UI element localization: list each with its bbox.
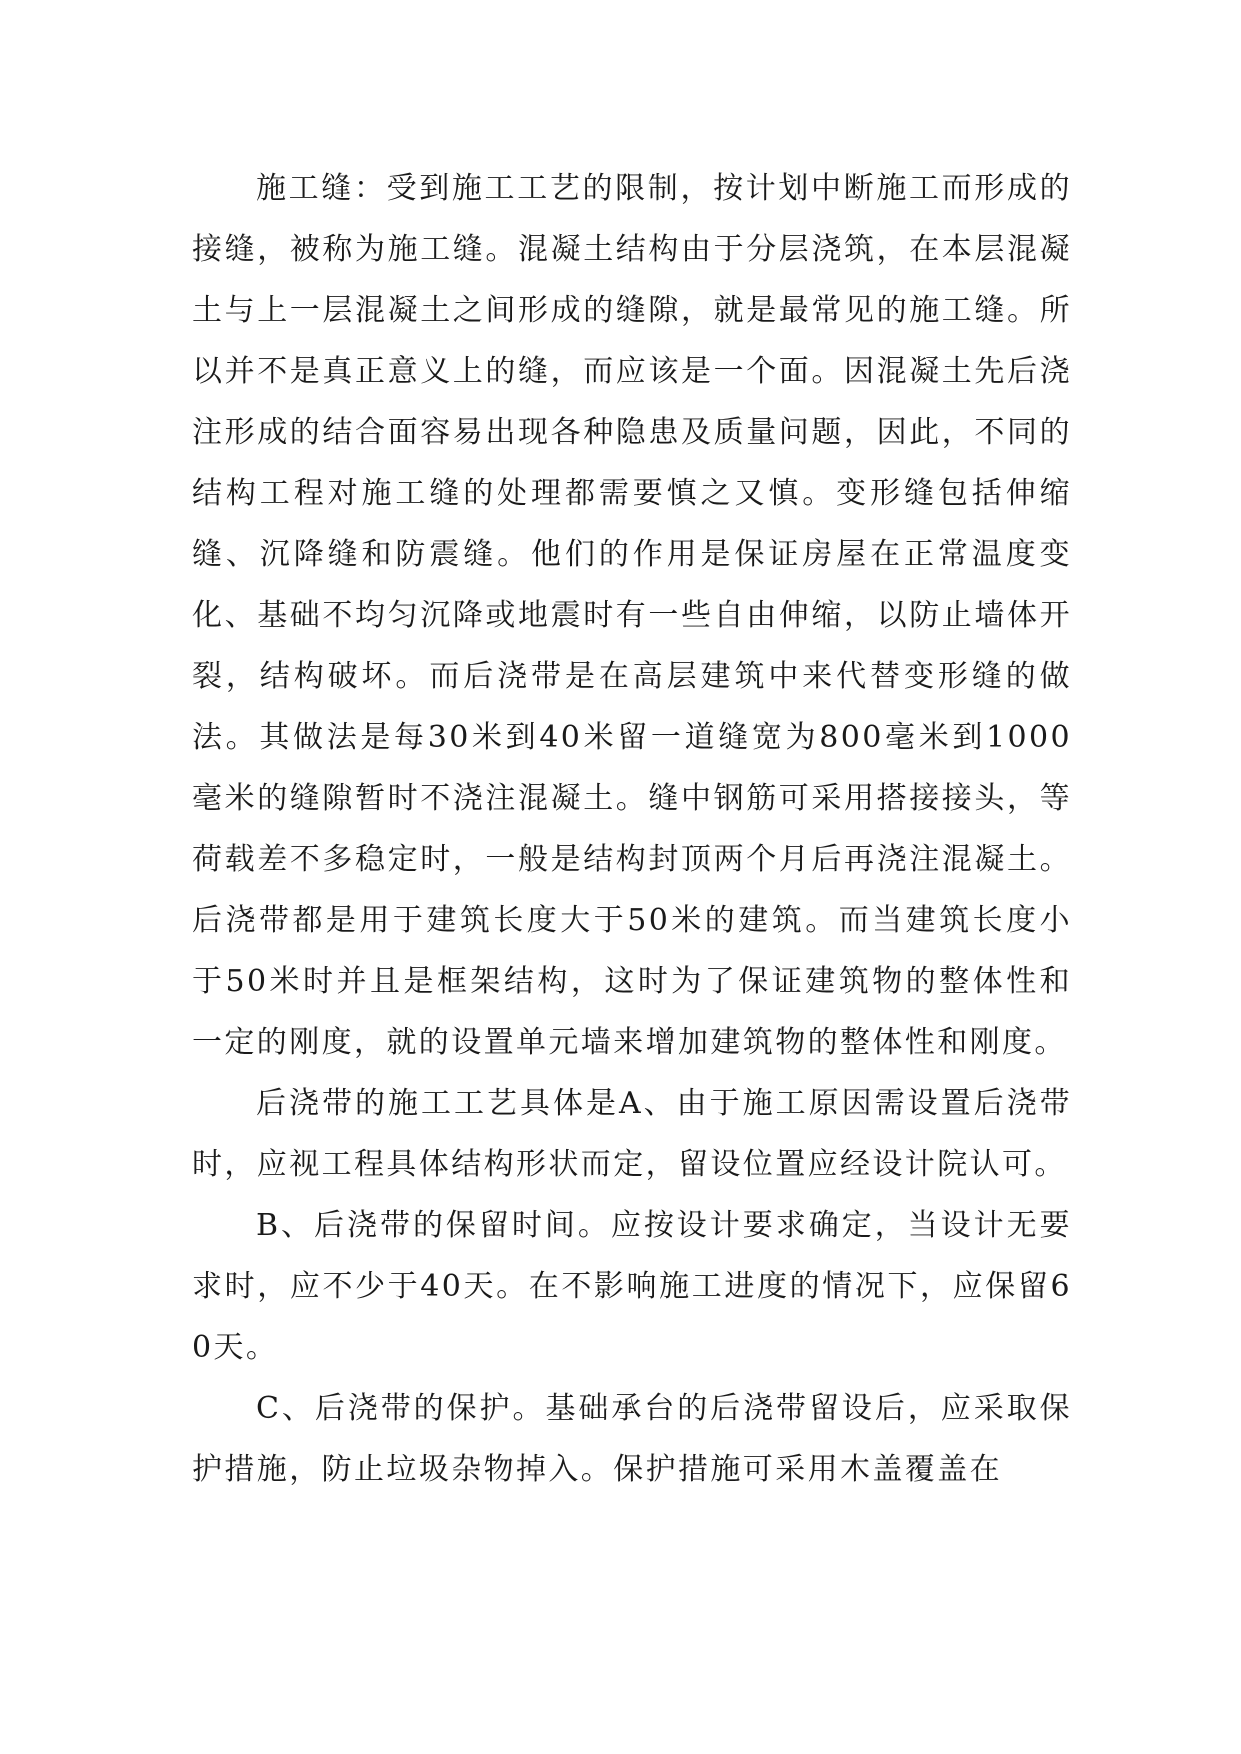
document-body [192, 158, 1072, 1500]
paragraph-construction-joints: 施工缝：受到施工工艺的限制，按计划中断施工而形成的接缝，被称为施工缝。混凝土结构由于分层浇筑，在本层混凝土与上一层混凝土之间形成的缝隙，就是最常见的施工缝。所以并不是真正意义上的缝，而应该是一个面。因混凝土先后浇注形成的结合面容易出现各种隐患及质量问题，因此，不同的结构工程对施工缝的处理都需要慎之又慎。变形缝包括伸缩缝、沉降缝和防震缝。他们的作用是保证房屋在正常温度变化、基础不均匀沉降或地震时有一些自由伸缩，以防止墙体开裂，结构破坏。而后浇带是在高层建筑中来代替变形缝的做法。其做法是每30米到40米留一道缝宽为800毫米到1000毫米的缝隙暂时不浇注混凝土。缝中钢筋可采用搭接接头，等荷载差不多稳定时，一般是结构封顶两个月后再浇注混凝土。后浇带都是用于建筑长度大于50米的建筑。而当建筑长度小于50米时并且是框架结构，这时为了保证建筑物的整体性和一定的刚度，就的设置单元墙来增加建筑物的整体性和刚度。 [192, 171, 1072, 1060]
paragraph-protection: C、后浇带的保护。基础承台的后浇带留设后，应采取保护措施，防止垃圾杂物掉入。保护措施可采用木盖覆盖在 [192, 1391, 1072, 1487]
paragraph-post-cast-strip-process: 后浇带的施工工艺具体是A、由于施工原因需设置后浇带时，应视工程具体结构形状而定，留设位置应经设计院认可。 [192, 1086, 1072, 1182]
paragraph-retention-time: B、后浇带的保留时间。应按设计要求确定，当设计无要求时，应不少于40天。在不影响施工进度的情况下，应保留60天。 [192, 1208, 1072, 1365]
